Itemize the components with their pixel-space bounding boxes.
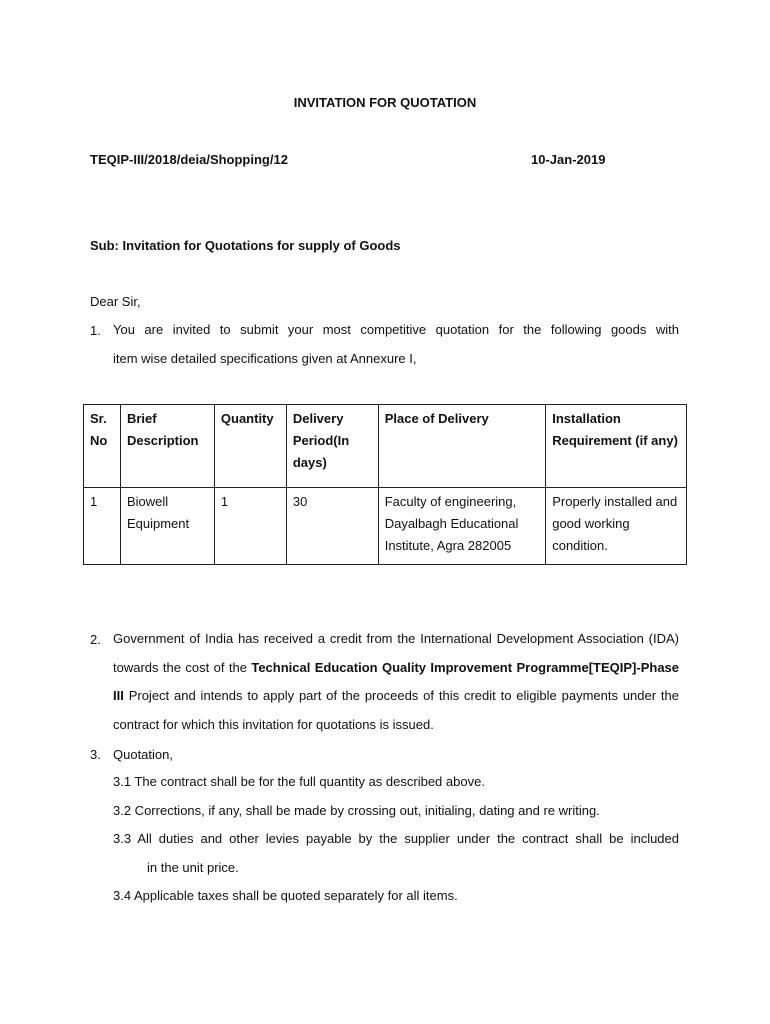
item-1-text [113, 316, 679, 373]
item-2-text-a: Government of India has received a credit from the International Development Association (IDA) towards the cost of the [113, 631, 679, 675]
document-date: 10-Jan-2019 [531, 152, 606, 167]
header-installation: Installation Requirement (if any) [546, 405, 687, 488]
item-2-text [113, 625, 679, 739]
clause-3-4: 3.4 Applicable taxes shall be quoted separately for all items. [113, 888, 458, 903]
header-sr-no: Sr. No [84, 405, 121, 488]
cell-delivery-period: 30 [286, 488, 378, 565]
header-place-of-delivery: Place of Delivery [378, 405, 546, 488]
greeting: Dear Sir, [90, 294, 141, 309]
item-3-number: 3. [90, 747, 101, 762]
cell-installation: Properly installed and good working condition. [546, 488, 687, 565]
item-2-number: 2. [90, 632, 101, 647]
item-3-label: Quotation, [113, 747, 173, 762]
clause-3-3-line-2: in the unit price. [147, 860, 239, 875]
reference-number: TEQIP-III/2018/deia/Shopping/12 [90, 152, 288, 167]
cell-place-of-delivery: Faculty of engineering, Dayalbagh Educational Institute, Agra 282005 [378, 488, 546, 565]
header-delivery-period: Delivery Period(In days) [286, 405, 378, 488]
clause-3-2: 3.2 Corrections, if any, shall be made by crossing out, initialing, dating and re writing. [113, 803, 600, 818]
item-2-text-b: Project and intends to apply part of the proceeds of this credit to eligible payments under the contract for which this invitation for quotations is issued. [113, 688, 679, 732]
item-2-programme-name: Technical Education Quality Improvement Programme[TEQIP]-Phase III [113, 659, 680, 703]
cell-description: Biowell Equipment [120, 488, 214, 565]
cell-quantity: 1 [214, 488, 286, 565]
table-header-row [84, 405, 687, 488]
clause-3-3-line-1: 3.3 All duties and other levies payable by the supplier under the contract shall be included [113, 831, 679, 846]
header-description: Brief Description [120, 405, 214, 488]
clause-3-1: 3.1 The contract shall be for the full quantity as described above. [113, 774, 485, 789]
document-title: INVITATION FOR QUOTATION [293, 95, 477, 110]
table-row [84, 488, 687, 565]
item-1-line-1: You are invited to submit your most competitive quotation for the following goods with [113, 322, 679, 337]
header-quantity: Quantity [214, 405, 286, 488]
item-1-line-2: item wise detailed specifications given at Annexure I, [113, 350, 417, 366]
subject-line: Sub: Invitation for Quotations for supply of Goods [90, 238, 401, 253]
goods-table [83, 404, 687, 565]
cell-sr-no: 1 [84, 488, 121, 565]
item-1-number: 1. [90, 323, 101, 338]
